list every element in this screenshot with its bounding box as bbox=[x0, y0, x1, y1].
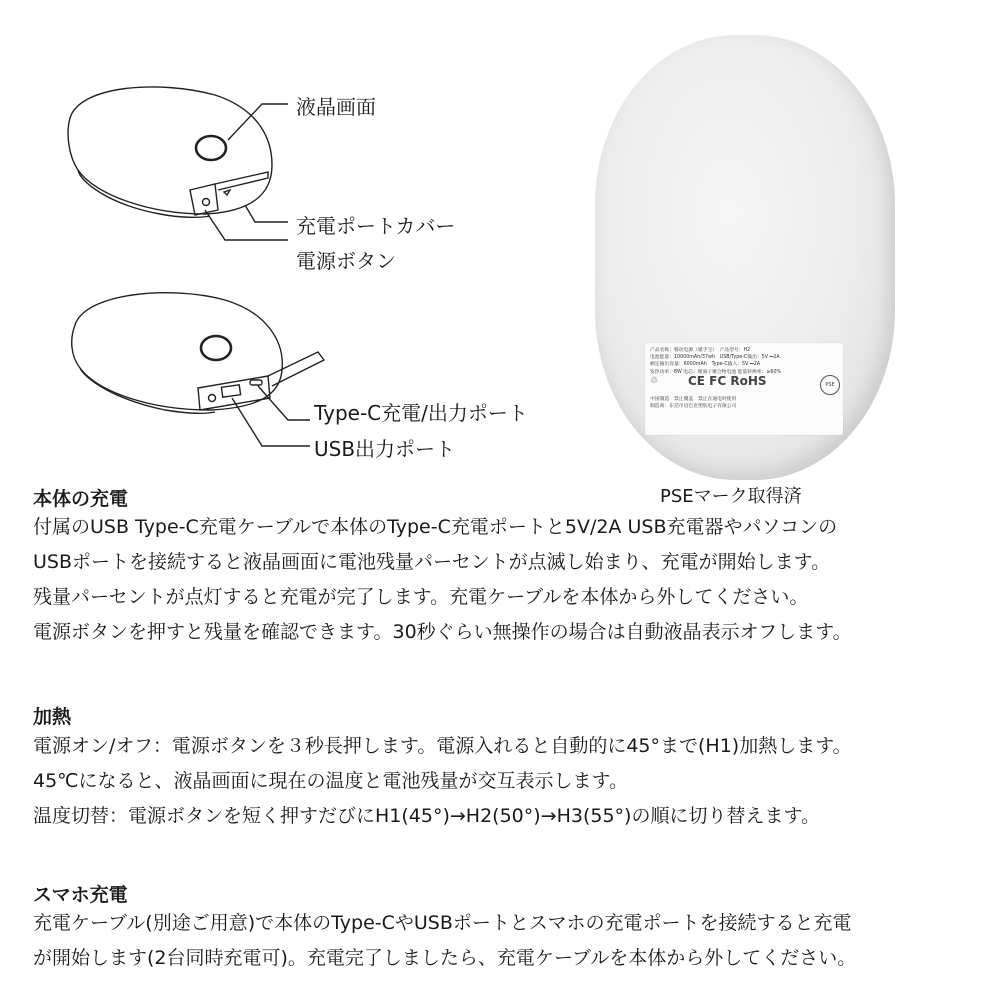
spec-line-4: 发热功率：8W 电芯：锂离子聚合物电池 能量转换率：≥60% bbox=[650, 369, 782, 375]
charging-line-3: 残量パーセントが点灯すると充電が完了します。充電ケーブルを本体から外してください。 bbox=[33, 586, 809, 608]
spec-line-5: 中国制造 禁止覆盖 禁止在通电时使用 bbox=[650, 396, 737, 402]
section-title-phone: スマホ充電 bbox=[33, 884, 128, 906]
spec-line-1: 产品名称：移动电源（暖手宝） 产品型号：H2 bbox=[650, 348, 751, 353]
phone-line-2: が開始します(2台同時充電可)。充電完了しましたら、充電ケーブルを本体から外してください。 bbox=[33, 947, 857, 969]
section-title-charging: 本体の充電 bbox=[33, 488, 129, 510]
device-bottom-outline bbox=[72, 293, 283, 410]
spec-line-3: 额定输出容量：6000mAh Type-C输入：5V ⎓2A bbox=[650, 362, 761, 368]
photo-caption: PSEマーク取得済 bbox=[660, 486, 802, 507]
section-title-heating: 加熱 bbox=[33, 706, 72, 728]
label-charge-port-cover: 充電ポートカバー bbox=[296, 214, 456, 238]
section-body-heating bbox=[33, 729, 852, 834]
label-type-c-port: Type-C充電/出力ポート bbox=[314, 401, 528, 425]
heating-line-2: 45℃になると、液晶画面に現在の温度と電池残量が交互表示します。 bbox=[33, 770, 628, 792]
open-cover-flap bbox=[268, 352, 324, 386]
charging-line-4: 電源ボタンを押すと残量を確認できます。30秒ぐらい無操作の場合は自動液晶表示オフします。 bbox=[33, 621, 852, 643]
spec-line-6: 制造商：东莞市迈巴克塑胶电子有限公司 bbox=[650, 404, 737, 410]
section-body-charging bbox=[33, 510, 852, 650]
device-bottom-edge bbox=[80, 368, 215, 413]
usb-port-shape bbox=[221, 385, 240, 397]
label-lcd: 液晶画面 bbox=[296, 95, 376, 119]
heating-line-3: 温度切替：電源ボタンを短く押すだびにH1(45°)→H2(50°)→H3(55°)の順に切り替えます。 bbox=[33, 805, 820, 827]
cert-marks: CE FC RoHS bbox=[688, 373, 767, 388]
lcd-ring-open bbox=[201, 336, 231, 360]
recycle-icon: ♲ bbox=[650, 375, 659, 386]
product-spec-label bbox=[645, 343, 843, 435]
pse-mark: PSE bbox=[820, 375, 840, 395]
charging-line-2: USBポートを接続すると液晶画面に電池残量パーセントが点滅し始まり、充電が開始します。 bbox=[33, 551, 831, 573]
type-c-port-shape bbox=[250, 380, 262, 385]
section-body-phone bbox=[33, 906, 856, 976]
leader-type-c bbox=[258, 386, 310, 420]
label-power-button: 電源ボタン bbox=[296, 249, 396, 273]
charging-line-1: 付属のUSB Type-C充電ケーブルで本体のType-C充電ポートと5V/2A USB充電器やパソコンの bbox=[33, 516, 838, 538]
label-usb-port: USB出力ポート bbox=[314, 437, 456, 461]
product-photo bbox=[595, 35, 895, 480]
spec-line-2: 电池能量：10000mAh/37wh USB/Type-C输出：5V ⎓2A bbox=[650, 355, 780, 361]
heating-line-1: 電源オン/オフ：電源ボタンを３秒長押します。電源入れると自動的に45°まで(H1)加熱します。 bbox=[33, 735, 852, 757]
phone-line-1: 充電ケーブル(別途ご用意)で本体のType-CやUSBポートとスマホの充電ポートを接続すると充電 bbox=[33, 912, 852, 934]
port-panel bbox=[198, 376, 270, 410]
